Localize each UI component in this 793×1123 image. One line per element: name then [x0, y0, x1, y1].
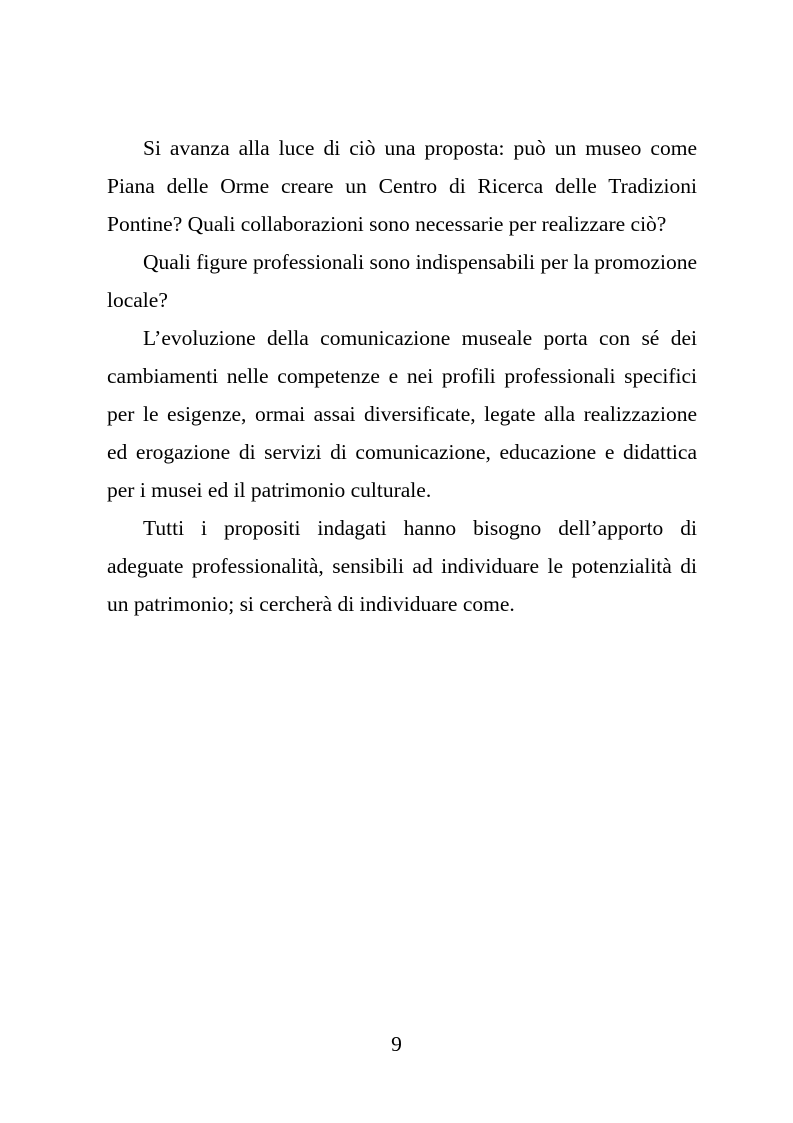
- paragraph-professionalism: Tutti i propositi indagati hanno bisogno dell’apporto di adeguate professionalità, sensibili ad individuare le potenzialità di un patrimonio; si cercherà di individuare come.: [107, 516, 697, 616]
- body-text: [107, 129, 697, 623]
- paragraph-museum-communication: L’evoluzione della comunicazione museale porta con sé dei cambiamenti nelle competenze e nei profili professionali specifici per le esigenze, ormai assai diversificate, legate alla realizzazione ed erogazione di servizi di comunicazione, educazione e didattica per i musei ed il patrimonio culturale.: [107, 326, 697, 502]
- page-number: 9: [391, 1032, 402, 1056]
- paragraph-proposal: Si avanza alla luce di ciò una proposta: può un museo come Piana delle Orme creare un Centro di Ricerca delle Tradizioni Pontine? Quali collaborazioni sono necessarie per realizzare ciò?: [107, 136, 697, 236]
- paragraph-professional-figures: Quali figure professionali sono indispensabili per la promozione locale?: [107, 250, 697, 312]
